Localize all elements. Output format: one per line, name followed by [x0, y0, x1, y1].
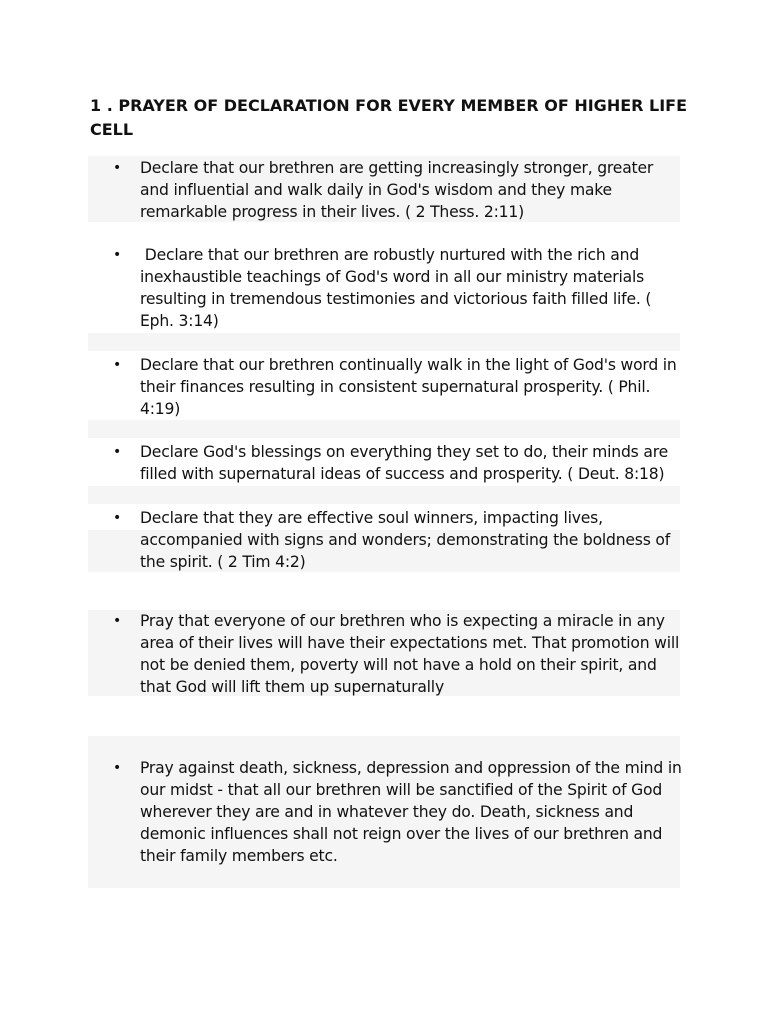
list-item [113, 354, 685, 420]
list-item [113, 441, 685, 485]
bullet-icon: • [113, 357, 122, 373]
list-item-text: Declare God's blessings on everything they set to do, their minds are filled with supernatural ideas of success and prosperity. ( Deut. 8:18) [140, 443, 668, 483]
item-background-band [88, 333, 680, 351]
bullet-icon: • [113, 510, 122, 526]
bullet-icon: • [113, 613, 122, 629]
list-item-text: Pray that everyone of our brethren who is expecting a miracle in any area of their lives will have their expectations met. That promotion will not be denied them, poverty will not have a hold on their spirit, and that God will lift them up supernaturally [140, 612, 680, 696]
bullet-icon: • [113, 160, 122, 176]
bullet-icon: • [113, 760, 122, 776]
bullet-icon: • [113, 247, 122, 263]
list-item-text: Declare that they are effective soul winners, impacting lives, accompanied with signs and wonders; demonstrating the boldness of the spirit. ( 2 Tim 4:2) [140, 509, 671, 571]
list-item [113, 610, 685, 698]
item-background-band [88, 420, 680, 438]
list-item [113, 244, 685, 332]
list-item [113, 507, 685, 573]
bullet-icon: • [113, 444, 122, 460]
list-item-text: Declare that our brethren are getting increasingly stronger, greater and influential and walk daily in God's wisdom and they make remarkable progress in their lives. ( 2 Thess. 2:11) [140, 159, 654, 221]
document-title: 1 . PRAYER OF DECLARATION FOR EVERY MEMBER OF HIGHER LIFE CELL [90, 96, 688, 139]
list-item [113, 757, 685, 867]
list-item-text: Declare that our brethren are robustly nurtured with the rich and inexhaustible teachings of God's word in all our ministry materials resulting in tremendous testimonies and victorious faith filled life. ( Eph. 3:14) [140, 246, 657, 330]
list-item [113, 157, 685, 223]
list-item-text: Declare that our brethren continually walk in the light of God's word in their finances resulting in consistent supernatural prosperity. ( Phil. 4:19) [140, 356, 677, 418]
item-background-band [88, 486, 680, 504]
list-item-text: Pray against death, sickness, depression and oppression of the mind in our midst - that all our brethren will be sanctified of the Spirit of God wherever they are and in whatever they do. Death, sickness and demonic influences shall not reign over the lives of our brethren and their family members etc. [140, 759, 682, 865]
